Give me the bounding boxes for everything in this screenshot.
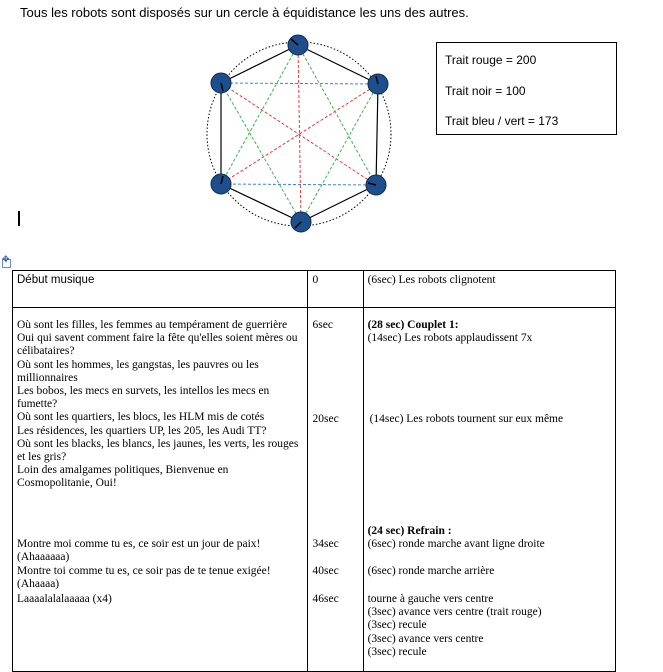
chorus-action-3: tourne à gauche vers centre (3sec) avance vers centre (trait rouge) (3sec) recule (3sec) avance vers centre (3sec) recule: [367, 593, 542, 658]
time-verse-1: 6sec: [312, 319, 333, 331]
chorus-line-1: Montre moi comme tu es, ce soir est un jour de paix! (Ahaaaaaa): [17, 538, 261, 564]
legend-black: Trait noir = 100: [445, 84, 526, 98]
black-link: [301, 185, 376, 222]
verse-lyrics: Où sont les filles, les femmes au tempérament de guerrière Oui qui savent comment faire la fête qu'elles soient mères ou célibataires? Où sont les hommes, les gangstas, les pauvres ou les millionnaires Les bobos, les mecs en survets, les intellos les mecs en fumette? Où sont les quartiers, les blocs, les HLM mis de cotés Les résidences, les quartiers UP, les 205, les Audi TT? Où sont les blacks, les blancs, les jaunes, les verts, les rouges et les gris? Loin des amalgames politiques, Bienvenue en Cosmopolitanie, Oui!: [17, 319, 299, 490]
chorus-action-2: (6sec) ronde marche arrière: [367, 565, 495, 577]
time-chorus-2: 40sec: [312, 565, 339, 577]
verse-action-1: (14sec) Les robots applaudissent 7x: [367, 332, 533, 344]
lyrics-start: Début musique: [17, 274, 95, 286]
time-verse-2: 20sec: [312, 413, 339, 425]
choreography-table: [12, 270, 616, 672]
green-link: [221, 83, 301, 222]
legend-box: [436, 42, 617, 135]
green-link: [298, 45, 376, 185]
blue-link: [221, 83, 378, 84]
cell-time: [308, 308, 363, 672]
black-link: [221, 184, 301, 222]
verse-heading: (28 sec) Couplet 1:: [367, 319, 459, 331]
green-link: [301, 84, 378, 222]
legend-red: Trait rouge = 200: [445, 53, 537, 67]
time-chorus-3: 46sec: [312, 593, 339, 605]
text-cursor: [18, 211, 20, 226]
time-chorus-1: 34sec: [312, 538, 339, 550]
blue-link: [221, 184, 376, 185]
robot-links: [221, 45, 378, 222]
table-move-handle-icon[interactable]: [2, 259, 11, 268]
black-link: [376, 84, 378, 185]
cell-lyrics: [13, 271, 308, 308]
green-link: [221, 45, 298, 184]
red-link: [221, 83, 376, 185]
cell-action: [363, 308, 615, 672]
legend-blue-green: Trait bleu / vert = 173: [445, 114, 559, 128]
time-start: 0: [312, 274, 319, 286]
action-start: (6sec) Les robots clignotent: [367, 274, 496, 286]
table-row: [13, 308, 616, 672]
cell-time: [308, 271, 363, 308]
chorus-heading: (24 sec) Refrain :: [367, 525, 452, 537]
chorus-line-3: Laaaalalalaaaaa (x4): [17, 593, 112, 605]
intro-text: Tous les robots sont disposés sur un cercle à équidistance les uns des autres.: [20, 5, 469, 20]
verse-action-2: (14sec) Les robots tournent sur eux même: [369, 413, 564, 425]
chorus-action-1: (6sec) ronde marche avant ligne droite: [367, 538, 545, 550]
cell-lyrics: [13, 308, 308, 672]
cell-action: [363, 271, 615, 308]
table-row: [13, 271, 616, 308]
chorus-line-2: Montre toi comme tu es, ce soir pas de te tenue exigée! (Ahaaaa): [17, 565, 271, 591]
